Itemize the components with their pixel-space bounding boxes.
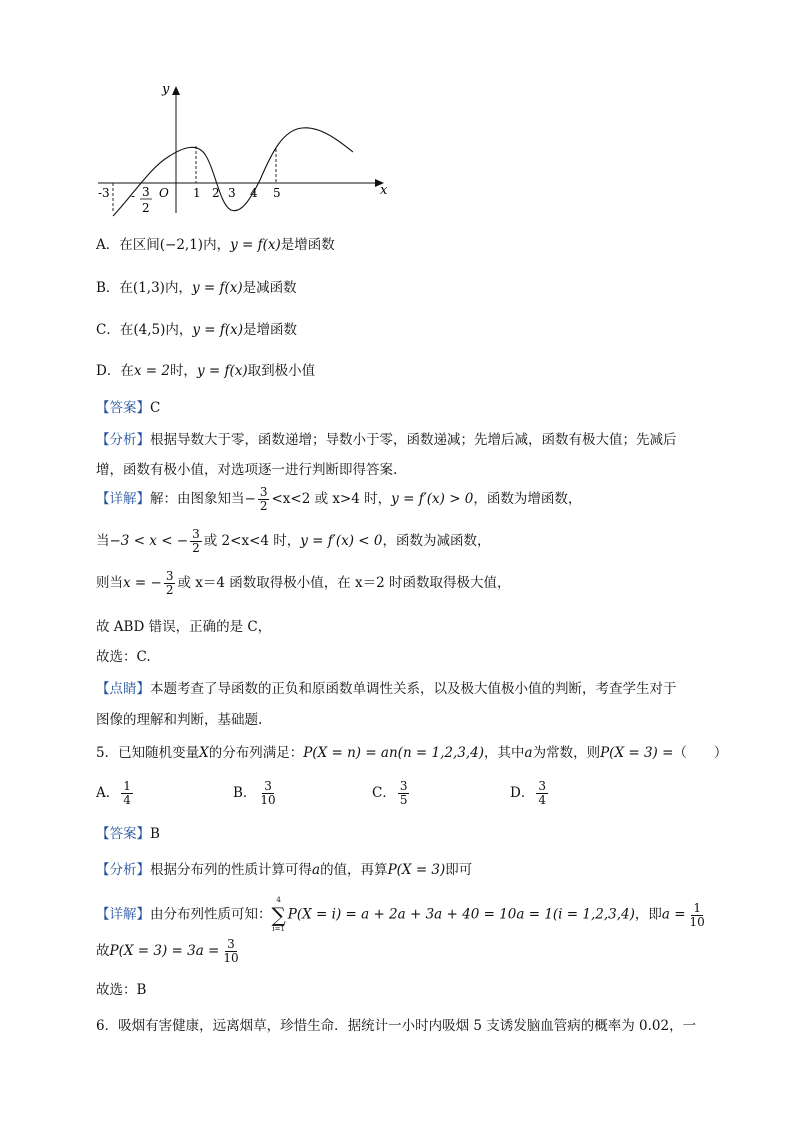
q4-comment-tag: 【点睛】 xyxy=(96,681,150,697)
q5-result xyxy=(96,938,243,965)
q5-analysis-tag: 【分析】 xyxy=(96,862,150,878)
frac-num: 3 xyxy=(227,937,235,951)
q4-comment-line2 xyxy=(96,708,262,728)
q5-option-c-frac xyxy=(398,780,410,807)
tick-label-neg3: -3 xyxy=(98,186,110,200)
q4-analysis-tag: 【分析】 xyxy=(96,432,150,448)
frac-den: 4 xyxy=(123,793,131,807)
q5-detail-a: 由分布列性质可知： xyxy=(150,906,272,923)
q4-detail-l1-neg: − xyxy=(244,491,256,507)
q5-option-b-label: B． xyxy=(233,785,257,801)
q5-analysis xyxy=(96,858,472,878)
q4-option-a xyxy=(96,233,335,253)
frac-num: 3 xyxy=(538,779,546,793)
q4-detail-line2 xyxy=(96,528,490,555)
q5-option-d xyxy=(510,780,550,807)
q5-option-d-label: D． xyxy=(510,785,535,801)
q5-option-a-frac xyxy=(121,780,133,807)
q5-analysis-P: P(X = 3) xyxy=(387,862,446,878)
q5-answer-tag: 【答案】 xyxy=(96,826,150,842)
q4-option-c-interval: (4,5) xyxy=(133,322,166,338)
q5-option-b-frac xyxy=(258,780,277,807)
sum-lower: i=1 xyxy=(272,925,285,933)
q4-option-d-post: 取到极小值 xyxy=(247,363,316,379)
q4-detail-l2d: y = f′(x) < 0 xyxy=(300,533,383,549)
q4-detail-l1-frac xyxy=(258,486,270,513)
q5-choose-text: 故选：B xyxy=(96,982,147,998)
q4-detail-l2b: −3 < x < − xyxy=(109,533,189,549)
q5-stem-paren: （ ） xyxy=(673,745,728,761)
q4-comment-text2: 图像的理解和判断，基础题. xyxy=(96,712,263,728)
q4-option-d-mid: 时， xyxy=(169,363,197,379)
q4-option-a-pre: A．在区间 xyxy=(96,237,160,253)
q4-answer-tag: 【答案】 xyxy=(96,400,150,416)
q4-detail-l3b: x = − xyxy=(123,575,162,591)
q5-analysis-b: 的值，再算 xyxy=(320,862,388,878)
q4-answer-value: C xyxy=(150,400,161,416)
y-axis-label: y xyxy=(162,82,170,97)
q4-option-d-cond: x = 2 xyxy=(133,363,170,379)
q4-detail-l2a: 当 xyxy=(96,533,110,549)
q4-analysis-line1 xyxy=(96,428,677,448)
frac-num: 3 xyxy=(399,779,408,793)
q5-analysis-c: 即可 xyxy=(445,862,473,878)
q4-option-d xyxy=(96,359,315,379)
q4-detail-l3c: 或 x＝4 函数取得极小值，在 x＝2 时函数取得极大值， xyxy=(177,575,511,591)
q4-option-b-pre: B．在 xyxy=(96,280,133,296)
frac-den: 10 xyxy=(223,951,239,965)
q4-option-d-func: y = f(x) xyxy=(196,363,248,379)
q4-option-a-func: y = f(x) xyxy=(230,237,281,253)
q5-detail-b: ，即 xyxy=(634,906,662,923)
q4-option-c-func: y = f(x) xyxy=(192,322,244,338)
q5-option-d-frac xyxy=(536,780,548,807)
frac-num: 3 xyxy=(165,569,174,583)
q4-detail-l5: 故选：C. xyxy=(96,649,151,665)
q5-option-c xyxy=(372,780,411,807)
frac-num: 1 xyxy=(693,900,701,915)
q5-stem xyxy=(96,741,727,761)
q4-detail-l3a: 则当 xyxy=(96,575,123,591)
q4-option-b-mid: 内， xyxy=(164,280,192,296)
q4-option-c-post: 是增函数 xyxy=(243,322,298,338)
q4-option-b-post: 是减函数 xyxy=(242,280,297,296)
q4-option-b xyxy=(96,276,297,296)
q4-option-c-pre: C．在 xyxy=(96,322,134,338)
q4-option-b-interval: (1,3) xyxy=(132,280,165,296)
q5-result-formula: P(X = 3) = 3a = xyxy=(109,943,220,959)
q4-comment-text1: 本题考查了导函数的正负和原函数单调性关系，以及极大值极小值的判断，考查学生对于 xyxy=(150,681,677,697)
frac-den: 10 xyxy=(260,793,276,807)
q5-analysis-a: 根据分布列的性质计算可得 xyxy=(150,862,312,878)
q4-detail-tag: 【详解】 xyxy=(96,491,150,507)
q5-stem-X: X xyxy=(199,745,209,761)
q5-stem-formula: P(X = n) = an(n = 1,2,3,4) xyxy=(303,745,485,761)
q4-option-a-mid: 内， xyxy=(203,237,231,253)
summation-symbol xyxy=(272,896,286,934)
frac-den: 10 xyxy=(689,914,705,929)
frac-den: 4 xyxy=(538,793,546,807)
q6-stem-text: 6．吸烟有害健康，远离烟草，珍惜生命．据统计一小时内吸烟 5 支诱发脑血管病的概率为 0.02，一 xyxy=(96,1018,697,1034)
q4-option-a-post: 是增函数 xyxy=(280,237,335,253)
x-axis-label: x xyxy=(380,183,388,198)
q5-stem-d: 为常数，则 xyxy=(532,745,601,761)
q4-option-c xyxy=(96,318,297,338)
q5-answer xyxy=(96,822,160,842)
q5-option-a xyxy=(96,780,135,807)
q4-detail-l1c: y = f′(x) > 0 xyxy=(391,491,474,507)
frac-num: 1 xyxy=(123,779,131,793)
q4-detail-line4 xyxy=(96,615,271,635)
tick-label-neg-sign: - xyxy=(131,189,136,203)
q4-detail-line5 xyxy=(96,645,151,665)
q5-stem-a: 5．已知随机变量 xyxy=(96,745,200,761)
frac-den: 2 xyxy=(165,583,174,597)
q4-option-a-interval: (−2,1) xyxy=(159,237,204,253)
q4-detail-l1d: ，函数为增函数， xyxy=(473,491,582,507)
q5-analysis-var: a xyxy=(312,862,321,878)
tick-label-frac-den: 2 xyxy=(142,201,150,215)
q4-option-b-func: y = f(x) xyxy=(191,280,243,296)
q4-detail-l1a: 解：由图象知当 xyxy=(150,491,245,507)
q5-detail-tag: 【详解】 xyxy=(96,906,150,923)
origin-label: O xyxy=(159,186,169,200)
q5-detail-frac xyxy=(688,902,707,929)
sigma-glyph: ∑ xyxy=(271,903,286,927)
q4-detail-l2e: ，函数为减函数， xyxy=(382,533,491,549)
tick-label-3: 3 xyxy=(228,186,236,200)
q6-stem xyxy=(96,1014,696,1034)
q4-answer xyxy=(96,396,160,416)
q5-stem-a-var: a xyxy=(524,745,533,761)
q4-analysis-text2: 增，函数有极小值，对选项逐一进行判断即得答案. xyxy=(96,462,398,478)
q4-detail-l2-frac xyxy=(190,528,202,555)
frac-num: 3 xyxy=(264,779,272,793)
function-graph xyxy=(90,75,400,220)
q4-comment-line1 xyxy=(96,677,677,697)
q5-stem-P: P(X = 3) = xyxy=(600,745,674,761)
q5-detail xyxy=(96,896,709,934)
q5-choose xyxy=(96,978,146,998)
q4-detail-l2c: 或 2<x<4 时， xyxy=(203,533,301,549)
frac-num: 3 xyxy=(259,485,268,499)
q4-detail-l1b: <x<2 或 x>4 时， xyxy=(271,491,392,507)
tick-label-2: 2 xyxy=(212,186,220,200)
q5-detail-c: a = xyxy=(661,906,686,923)
frac-den: 2 xyxy=(259,499,268,513)
q4-detail-l3-frac xyxy=(164,570,176,597)
q4-analysis-line2 xyxy=(96,458,397,478)
tick-label-5: 5 xyxy=(273,186,281,200)
q4-detail-line1 xyxy=(96,486,581,513)
q5-option-a-label: A． xyxy=(96,785,120,801)
frac-den: 2 xyxy=(192,541,200,555)
q5-option-b xyxy=(233,780,280,807)
tick-label-frac-num: 3 xyxy=(142,185,150,199)
q4-detail-l4: 故 ABD 错误，正确的是 C， xyxy=(96,619,272,635)
frac-num: 3 xyxy=(192,527,200,541)
y-axis-arrow xyxy=(172,86,180,95)
q5-result-a: 故 xyxy=(96,943,110,959)
frac-den: 5 xyxy=(399,793,408,807)
tick-label-1: 1 xyxy=(193,186,201,200)
q5-stem-b: 的分布列满足： xyxy=(208,745,304,761)
q5-detail-formula: P(X = i) = a + 2a + 3a + 40 = 10a = 1(i = 1,2,3,4) xyxy=(287,906,635,923)
q4-option-c-mid: 内， xyxy=(165,322,193,338)
q4-analysis-text1: 根据导数大于零，函数递增；导数小于零，函数递减；先增后减，函数有极大值；先减后 xyxy=(150,432,677,448)
q5-result-frac xyxy=(221,938,240,965)
q5-answer-value: B xyxy=(150,826,160,842)
tick-label-4: 4 xyxy=(250,186,258,200)
q4-option-d-pre: D．在 xyxy=(96,363,134,379)
q5-option-c-label: C． xyxy=(372,785,396,801)
q5-stem-c: ，其中 xyxy=(484,745,525,761)
q4-detail-line3 xyxy=(96,570,511,597)
sum-upper: 4 xyxy=(276,896,281,904)
